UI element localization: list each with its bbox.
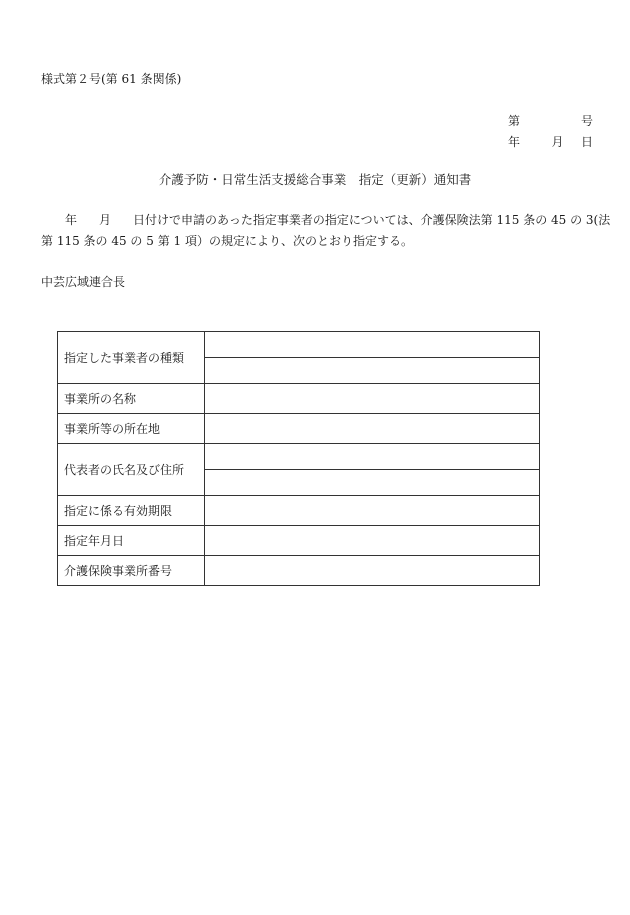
table-row (58, 444, 540, 470)
body-month: 月 (99, 213, 112, 227)
reference-month: 月 (551, 135, 564, 149)
value-designation-date (205, 526, 540, 556)
body-paragraph (41, 210, 611, 252)
reference-number-row (508, 112, 593, 130)
label-business-type: 指定した事業者の種類 (58, 332, 205, 384)
reference-block (508, 112, 593, 154)
body-line-1-text: 日付けで申請のあった指定事業者の指定については、介護保険法第 115 条の 45 の 3(法 (133, 213, 611, 227)
value-office-address (205, 414, 540, 444)
reference-year: 年 (508, 135, 521, 149)
table-row (58, 384, 540, 414)
document-title: 介護予防・日常生活支援総合事業 指定（更新）通知書 (158, 172, 472, 187)
label-office-name: 事業所の名称 (58, 384, 205, 414)
body-line-1 (41, 210, 611, 231)
label-representative: 代表者の氏名及び住所 (58, 444, 205, 496)
issuer-name: 中芸広域連合長 (41, 275, 126, 289)
label-office-number: 介護保険事業所番号 (58, 556, 205, 586)
reference-number-prefix: 第 (508, 114, 521, 128)
reference-date-row (508, 133, 593, 151)
designation-table (57, 331, 540, 586)
value-representative-2 (205, 470, 540, 496)
label-office-address: 事業所等の所在地 (58, 414, 205, 444)
table-row (58, 556, 540, 586)
table-row (58, 496, 540, 526)
label-designation-date: 指定年月日 (58, 526, 205, 556)
value-office-name (205, 384, 540, 414)
body-year: 年 (65, 213, 78, 227)
form-id: 様式第２号(第 61 条関係) (41, 72, 182, 86)
table-row (58, 332, 540, 358)
value-office-number (205, 556, 540, 586)
reference-day: 日 (580, 135, 593, 149)
table-row (58, 526, 540, 556)
value-business-type-2 (205, 358, 540, 384)
table-row (58, 414, 540, 444)
value-business-type-1 (205, 332, 540, 358)
label-validity-period: 指定に係る有効期限 (58, 496, 205, 526)
reference-number-suffix: 号 (580, 114, 593, 128)
body-line-2: 第 115 条の 45 の 5 第 1 項）の規定により、次のとおり指定する。 (41, 234, 413, 248)
value-validity-period (205, 496, 540, 526)
value-representative-1 (205, 444, 540, 470)
